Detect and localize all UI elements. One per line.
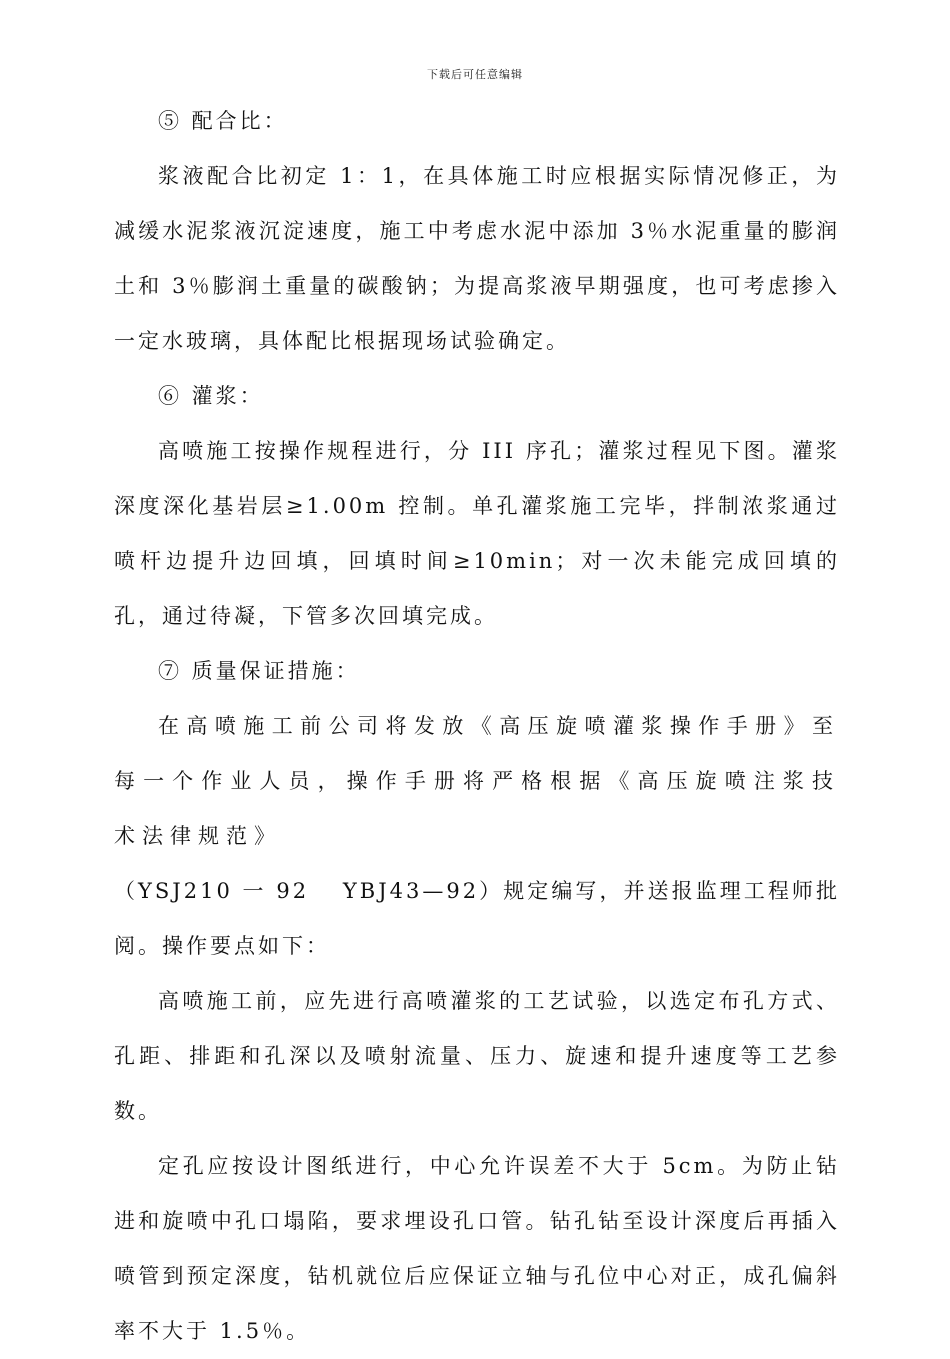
section-heading-grouting: ⑥ 灌浆： — [158, 384, 264, 408]
header-note: 下载后可任意编辑 — [427, 68, 523, 81]
section-heading-mix-ratio: ⑤ 配合比： — [158, 109, 288, 133]
section-heading-quality: ⑦ 质量保证措施： — [158, 659, 360, 683]
paragraph-grouting: 高喷施工按操作规程进行，分 III 序孔；灌浆过程见下图。灌浆深度深化基岩层≥1.00m 控制。单孔灌浆施工完毕，拌制浓浆通过喷杆边提升边回填，回填时间≥10min；对一次未能完成回填的孔，通过待凝，下管多次回填完成。 — [114, 439, 840, 628]
paragraph-standards: （YSJ210 一 92 YBJ43—92）规定编写，并送报监理工程师批阅。操作要点如下： — [114, 879, 840, 958]
paragraph-mix-ratio: 浆液配合比初定 1：1，在具体施工时应根据实际情况修正，为减缓水泥浆液沉淀速度，施工中考虑水泥中添加 3％水泥重量的膨润土和 3％膨润土重量的碳酸钠；为提高浆液早期强度，也可考虑掺入一定水玻璃，具体配比根据现场试验确定。 — [114, 164, 840, 353]
paragraph-hole-positioning: 定孔应按设计图纸进行，中心允许误差不大于 5cm。为防止钻进和旋喷中孔口塌陷，要求埋设孔口管。钻孔钻至设计深度后再插入喷管到预定深度，钻机就位后应保证立轴与孔位中心对正，成孔偏斜率不大于 1.5％。 — [114, 1154, 840, 1343]
paragraph-quality-manual: 在高喷施工前公司将发放《高压旋喷灌浆操作手册》至每一个作业人员，操作手册将严格根据《高压旋喷注浆技术法律规范》 — [114, 714, 840, 848]
document-body — [114, 94, 840, 1359]
paragraph-process-test: 高喷施工前，应先进行高喷灌浆的工艺试验，以选定布孔方式、孔距、排距和孔深以及喷射流量、压力、旋速和提升速度等工艺参数。 — [114, 989, 840, 1123]
